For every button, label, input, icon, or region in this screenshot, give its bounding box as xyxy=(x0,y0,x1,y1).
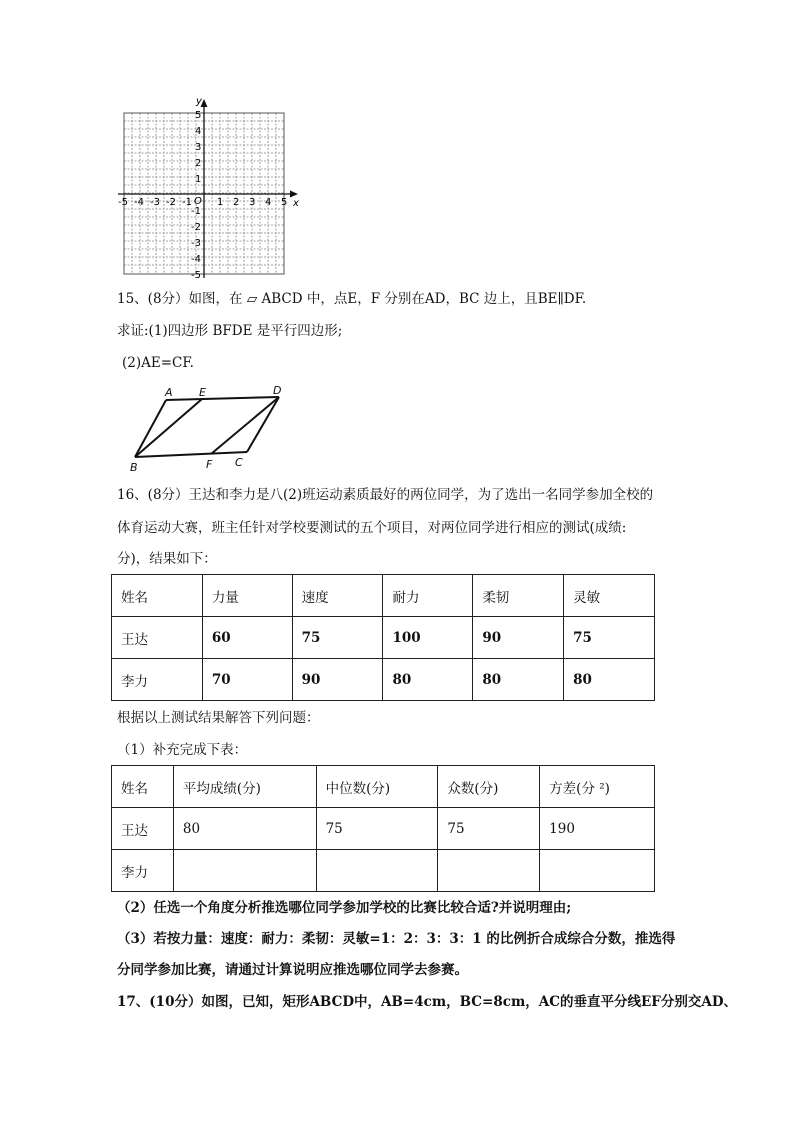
table-header-cell: 平均成绩(分) xyxy=(173,766,316,808)
table-cell: 75 xyxy=(564,617,655,659)
table-header-cell: 力量 xyxy=(202,575,292,617)
y-tick-label: 1 xyxy=(195,174,202,185)
x-tick-label: -5 xyxy=(118,197,128,208)
x-tick-label: 3 xyxy=(249,197,256,208)
table-cell: 90 xyxy=(473,617,564,659)
x-tick-label: 2 xyxy=(233,197,240,208)
x-axis-arrow-icon xyxy=(290,191,298,198)
origin-label: O xyxy=(194,196,202,207)
q16-line1: 16、(8分）王达和李力是八(2)班运动素质最好的两位同学，为了选出一名同学参加全校的 xyxy=(117,487,654,503)
q17-line1: 17、(10分）如图，已知，矩形ABCD中，AB=4cm，BC=8cm，AC的垂直平分线EF分别交AD、 xyxy=(117,994,738,1010)
table-row xyxy=(112,850,655,892)
label-D: D xyxy=(273,384,282,397)
x-axis-label: x xyxy=(293,198,299,209)
table-cell: 100 xyxy=(383,617,473,659)
label-C: C xyxy=(235,456,243,469)
segment-DF xyxy=(211,397,279,454)
table-cell: 60 xyxy=(202,617,292,659)
x-tick-label: 4 xyxy=(265,197,272,208)
x-tick-label: -3 xyxy=(150,197,160,208)
x-tick-labels xyxy=(118,197,287,208)
parallelogram-figure xyxy=(126,382,296,474)
segment-BE xyxy=(135,399,202,457)
q16-line7: （3）若按力量：速度：耐力：柔韧：灵敏=1：2：3：3：1 的比例折合成综合分数，推选得 xyxy=(117,931,676,947)
table-header-row xyxy=(112,766,655,808)
table-cell: 80 xyxy=(173,808,316,850)
y-tick-label: -5 xyxy=(191,270,201,278)
y-tick-label: -2 xyxy=(191,222,201,233)
table-cell: 李力 xyxy=(112,659,203,701)
y-tick-label: -1 xyxy=(191,206,201,217)
y-tick-label: -4 xyxy=(191,254,201,265)
table-header-cell: 众数(分) xyxy=(438,766,540,808)
q16-line8: 分同学参加比赛，请通过计算说明应推选哪位同学去参赛。 xyxy=(117,962,468,978)
y-axis-label: y xyxy=(196,96,202,107)
statistics-table xyxy=(111,765,655,892)
segment-DC xyxy=(247,397,279,452)
table-cell: 190 xyxy=(540,808,655,850)
table-cell: 70 xyxy=(202,659,292,701)
x-tick-label: 5 xyxy=(281,197,288,208)
table-header-cell: 耐力 xyxy=(383,575,473,617)
table-cell: 80 xyxy=(473,659,564,701)
table-header-cell: 速度 xyxy=(292,575,383,617)
table-cell: 75 xyxy=(292,617,383,659)
table-cell: 90 xyxy=(292,659,383,701)
table-cell-empty[interactable] xyxy=(316,850,438,892)
table-cell: 75 xyxy=(438,808,540,850)
table-cell: 王达 xyxy=(112,617,203,659)
segment-AD xyxy=(166,397,279,400)
y-tick-label: 2 xyxy=(195,158,202,169)
table-cell: 80 xyxy=(564,659,655,701)
table-header-cell: 姓名 xyxy=(112,766,174,808)
label-A: A xyxy=(165,386,173,399)
table-header-cell: 姓名 xyxy=(112,575,203,617)
y-tick-label: 5 xyxy=(195,110,202,121)
table-cell: 李力 xyxy=(112,850,174,892)
scores-table xyxy=(111,574,655,701)
label-B: B xyxy=(130,461,138,474)
q16-line2: 体育运动大赛，班主任针对学校要测试的五个项目，对两位同学进行相应的测试(成绩: xyxy=(117,520,627,536)
segment-BC xyxy=(135,452,247,457)
x-tick-label: -2 xyxy=(166,197,176,208)
label-F: F xyxy=(206,458,213,471)
x-tick-label: 1 xyxy=(217,197,224,208)
y-tick-label: -3 xyxy=(191,238,201,249)
q15-line2: 求证:(1)四边形 BFDE 是平行四边形; xyxy=(117,323,343,339)
label-E: E xyxy=(199,386,206,399)
y-tick-label: 4 xyxy=(195,126,202,137)
table-header-cell: 柔韧 xyxy=(473,575,564,617)
q15-line3: (2)AE=CF. xyxy=(122,355,194,371)
segment-AB xyxy=(135,400,166,457)
y-tick-label: 3 xyxy=(195,142,202,153)
table-row xyxy=(112,617,655,659)
table-row xyxy=(112,659,655,701)
q16-line5: （1）补充完成下表： xyxy=(117,742,248,758)
table-cell-empty[interactable] xyxy=(173,850,316,892)
x-tick-label: -1 xyxy=(182,197,192,208)
table-header-row xyxy=(112,575,655,617)
x-tick-label: -4 xyxy=(134,197,144,208)
table-cell: 75 xyxy=(316,808,438,850)
table-row xyxy=(112,808,655,850)
coordinate-grid-figure xyxy=(114,94,304,278)
table-cell-empty[interactable] xyxy=(438,850,540,892)
table-header-cell: 中位数(分) xyxy=(316,766,438,808)
q16-line3: 分)，结果如下： xyxy=(117,551,217,567)
table-cell: 王达 xyxy=(112,808,174,850)
table-header-cell: 灵敏 xyxy=(564,575,655,617)
q16-line6: （2）任选一个角度分析推选哪位同学参加学校的比赛比较合适?并说明理由; xyxy=(117,900,572,916)
q15-line1: 15、(8分）如图，在 ▱ ABCD 中，点E，F 分别在AD，BC 边上，且BE∥DF. xyxy=(117,291,587,307)
q16-line4: 根据以上测试结果解答下列问题： xyxy=(117,710,320,726)
table-cell-empty[interactable] xyxy=(540,850,655,892)
table-cell: 80 xyxy=(383,659,473,701)
table-header-cell: 方差(分 ²) xyxy=(540,766,655,808)
